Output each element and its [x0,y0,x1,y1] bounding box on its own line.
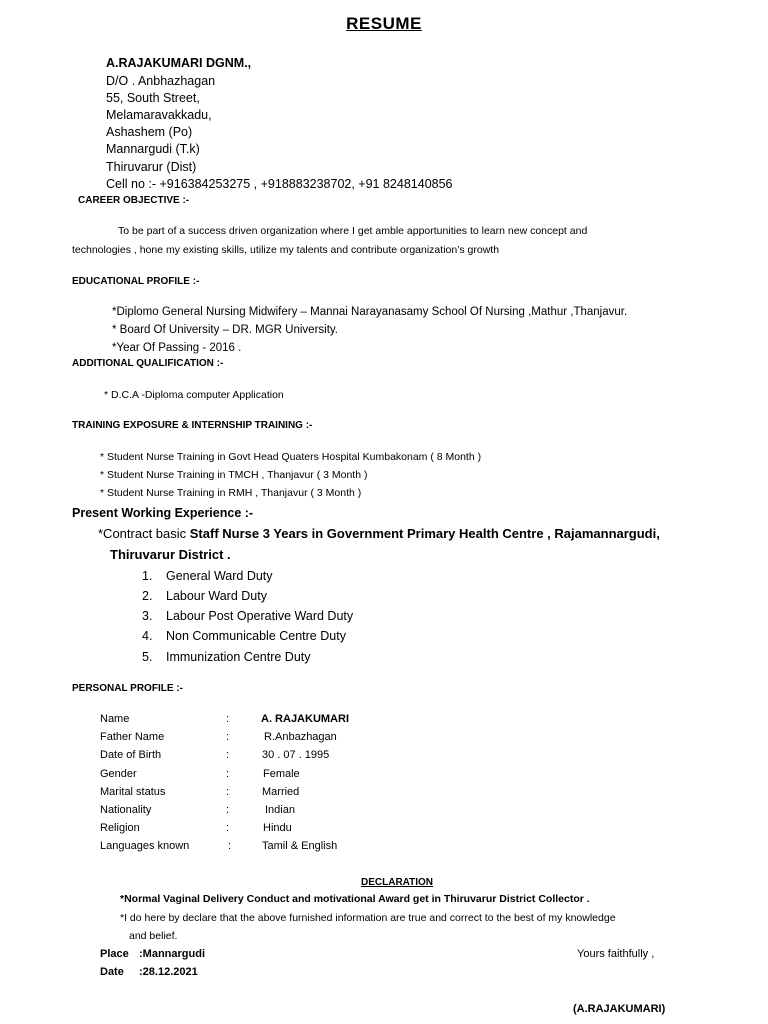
profile-separator: : [226,713,230,725]
profile-value: R.Anbazhagan [264,731,337,743]
experience-contract [98,527,660,542]
applicant-name: A.RAJAKUMARI DGNM., [106,56,252,70]
declaration-text: and belief. [129,930,178,942]
duty-item: 3. Labour Post Operative Ward Duty [142,609,354,623]
profile-value: Married [262,786,300,798]
profile-label: Gender [100,768,137,780]
profile-label: Nationality [100,804,152,816]
profile-label: Marital status [100,786,166,798]
profile-value: Indian [265,804,295,816]
profile-separator: : [226,731,230,743]
profile-separator: : [226,804,230,816]
signature-name: (A.RAJAKUMARI) [573,1003,666,1015]
date-value: :28.12.2021 [139,966,198,978]
profile-value: A. RAJAKUMARI [261,713,349,725]
training-heading: TRAINING EXPOSURE & INTERNSHIP TRAINING :- [72,420,313,431]
address-line: Mannargudi (T.k) [106,142,200,156]
address-line: Ashashem (Po) [106,125,193,139]
additional-qualification-heading: ADDITIONAL QUALIFICATION :- [72,358,224,369]
education-item: *Year Of Passing - 2016 . [112,342,242,354]
duty-item: 1. General Ward Duty [142,569,273,583]
education-item: *Diplomo General Nursing Midwifery – Mannai Narayanasamy School Of Nursing ,Mathur ,Thanjavur. [112,306,628,318]
duty-item: 5. Immunization Centre Duty [142,650,311,664]
duty-item: 4. Non Communicable Centre Duty [142,629,346,643]
address-line: Thiruvarur (Dist) [106,160,197,174]
address-line: D/O . Anbhazhagan [106,74,216,88]
profile-label: Father Name [100,731,165,743]
profile-separator: : [226,786,230,798]
closing-text: Yours faithfully , [577,948,655,960]
training-item: * Student Nurse Training in TMCH , Thanjavur ( 3 Month ) [100,469,368,481]
training-item: * Student Nurse Training in Govt Head Quaters Hospital Kumbakonam ( 8 Month ) [100,451,482,463]
educational-profile-heading: EDUCATIONAL PROFILE :- [72,276,200,287]
additional-qualification-item: * D.C.A -Diploma computer Application [104,389,284,401]
personal-profile-heading: PERSONAL PROFILE :- [72,683,183,694]
profile-separator: : [226,822,230,834]
profile-value: 30 . 07 . 1995 [262,749,330,761]
contract-prefix: *Contract basic [98,526,190,541]
contract-detail: Staff Nurse 3 Years in Government Primary Health Centre , Rajamannargudi, [189,526,660,541]
place-value: :Mannargudi [139,948,205,960]
career-objective-heading: CAREER OBJECTIVE :- [78,195,190,206]
cell-numbers: Cell no :- +916384253275 , +918883238702, +91 8248140856 [106,177,453,191]
declaration-text: *I do here by declare that the above furnished information are true and correct to the best of my knowledge [120,912,616,924]
experience-district: Thiruvarur District . [110,547,231,562]
training-item: * Student Nurse Training in RMH , Thanjavur ( 3 Month ) [100,487,362,499]
career-objective-text: To be part of a success driven organization where I get amble apportunities to learn new concept and [118,225,588,237]
profile-label: Languages known [100,840,190,852]
profile-value: Female [263,768,300,780]
education-item: * Board Of University – DR. MGR University. [112,324,339,336]
declaration-heading: DECLARATION [361,877,434,888]
profile-label: Religion [100,822,140,834]
profile-separator: : [226,768,230,780]
place-label: Place [100,948,129,960]
profile-value: Hindu [263,822,292,834]
date-label: Date [100,966,124,978]
duty-item: 2. Labour Ward Duty [142,589,267,603]
profile-label: Name [100,713,130,725]
address-line: Melamaravakkadu, [106,108,212,122]
experience-heading: Present Working Experience :- [72,506,254,520]
address-line: 55, South Street, [106,91,200,105]
career-objective-text: technologies , hone my existing skills, utilize my talents and contribute organization’s growth [72,244,500,256]
profile-separator: : [226,749,230,761]
resume-title: RESUME [346,14,422,33]
award-note: *Normal Vaginal Delivery Conduct and motivational Award get in Thiruvarur District Collector . [120,893,590,905]
profile-value: Tamil & English [262,840,338,852]
profile-separator: : [228,840,232,852]
profile-label: Date of Birth [100,749,162,761]
